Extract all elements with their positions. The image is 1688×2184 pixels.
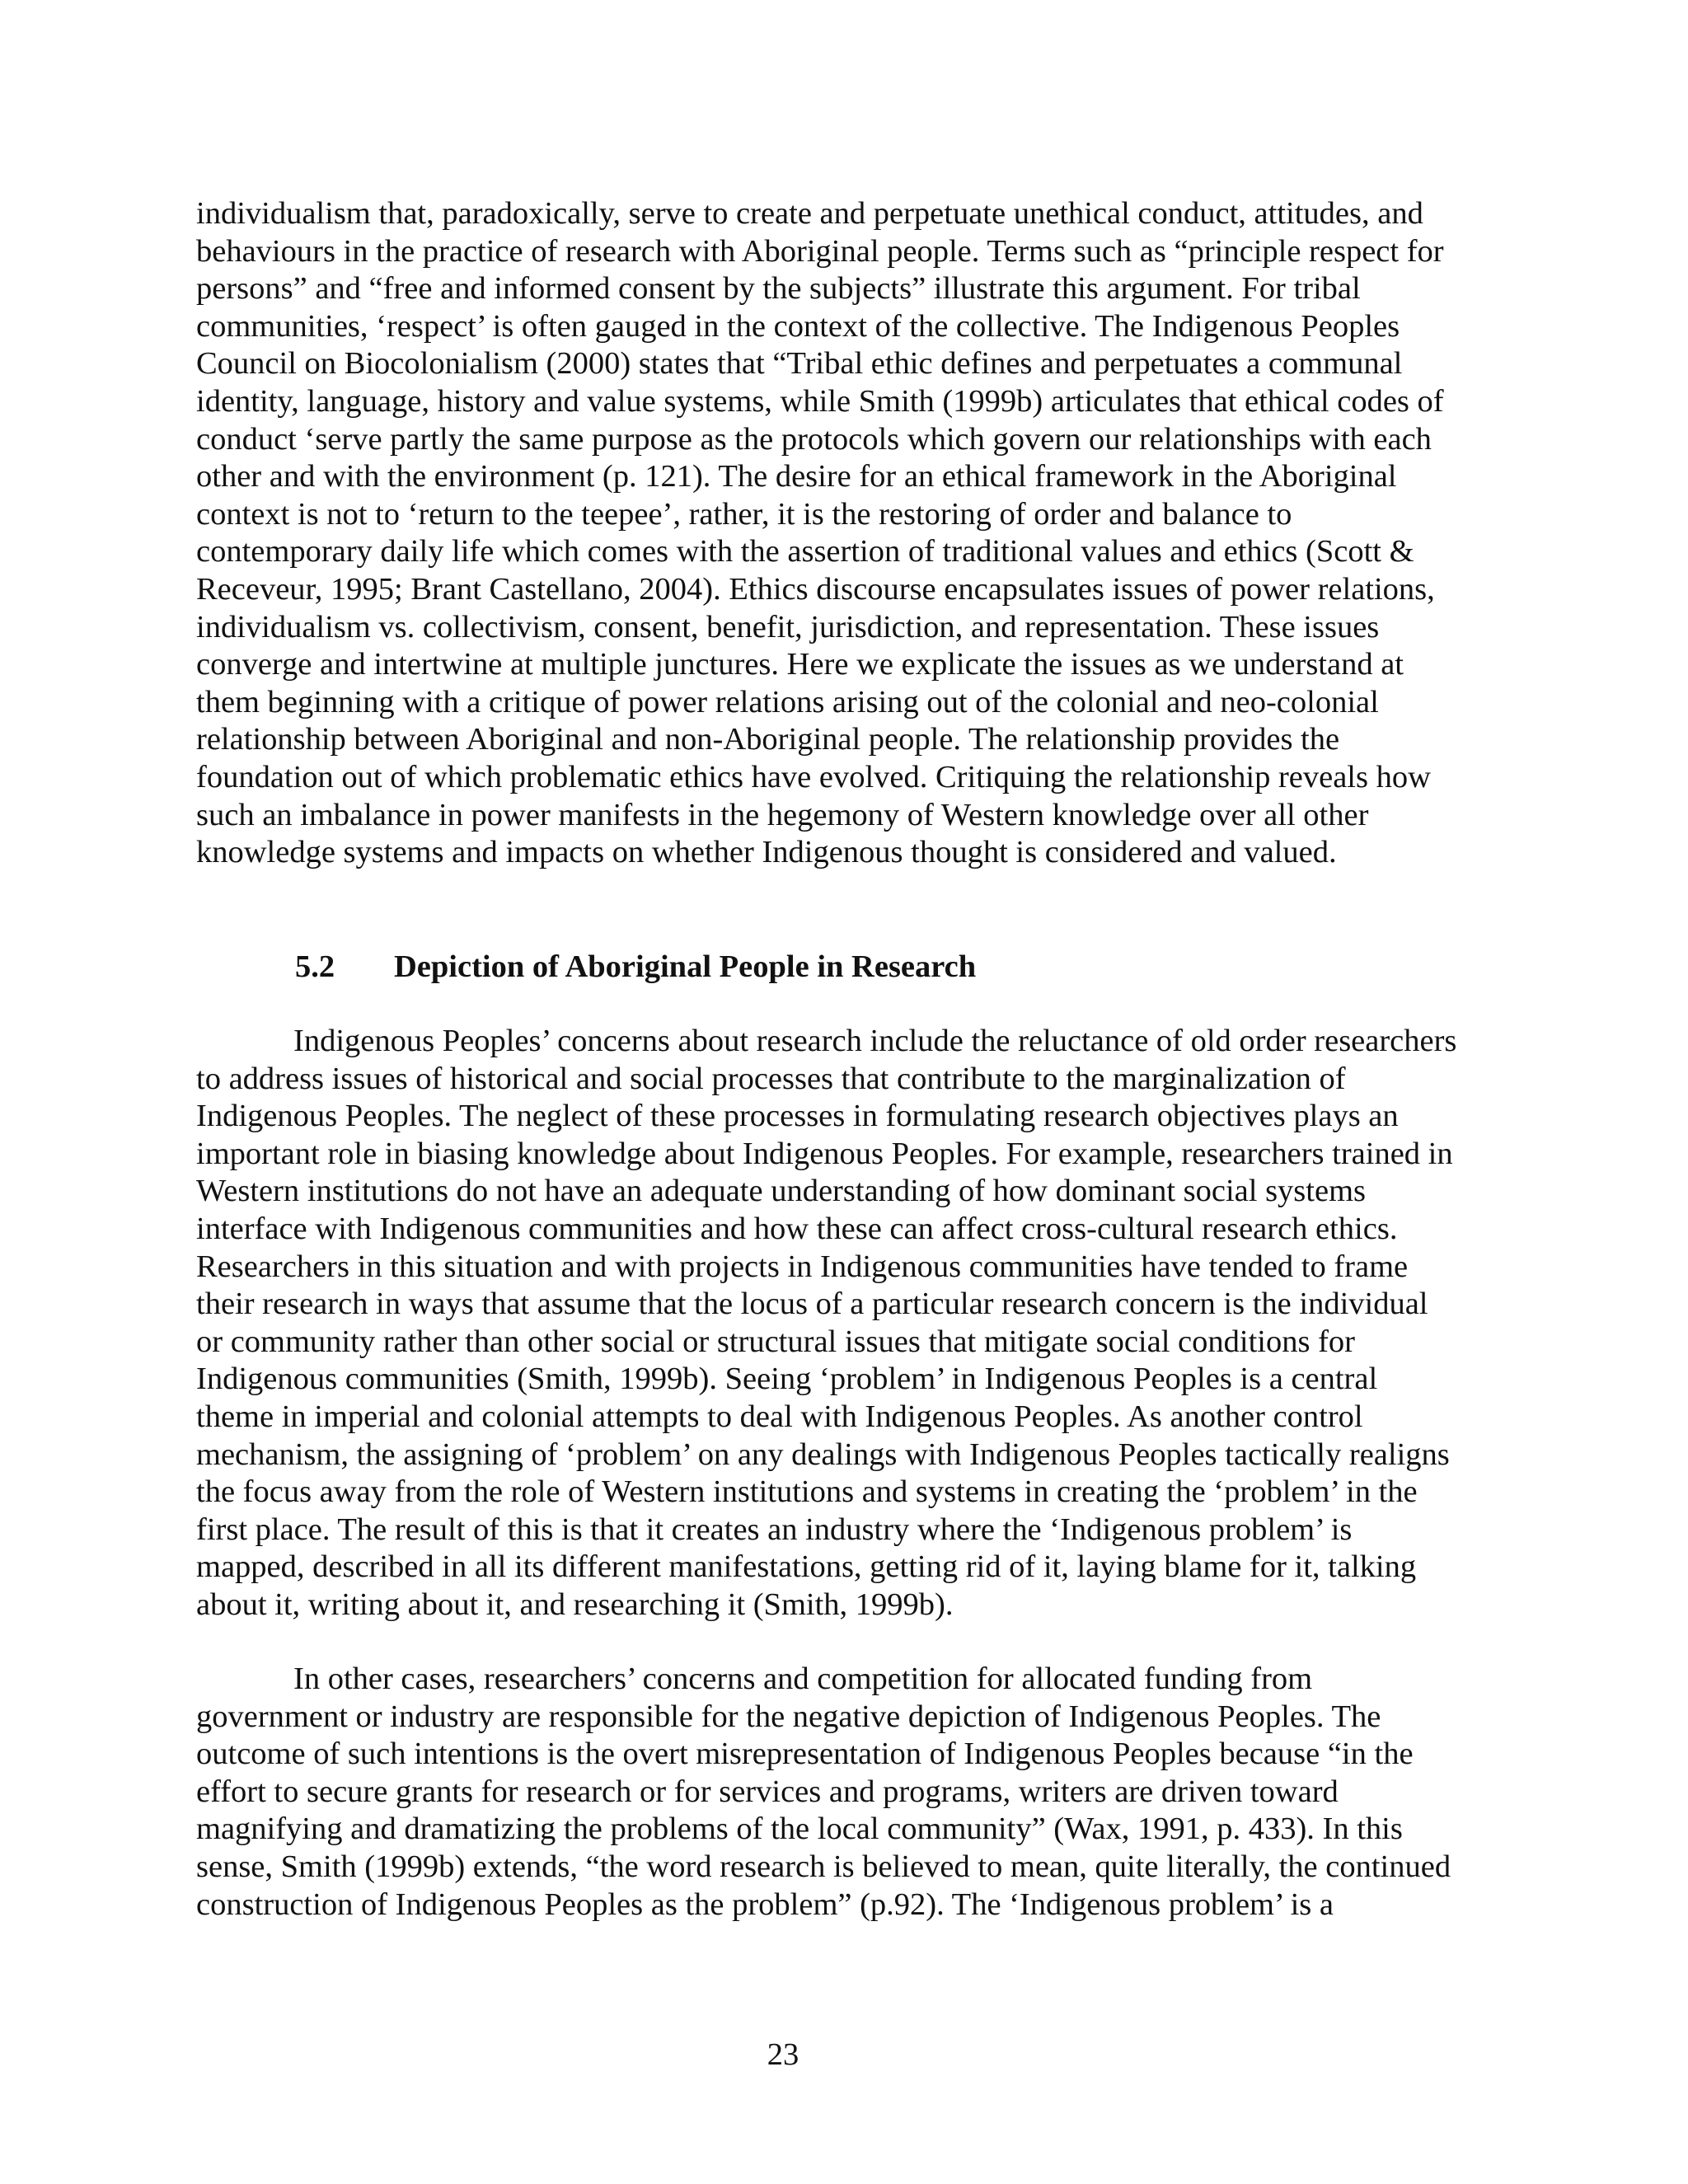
text-line: government or industry are responsible for the negative depiction of Indigenous Peoples. The	[196, 1699, 1381, 1734]
text-line: important role in biasing knowledge about Indigenous Peoples. For example, researchers trained in	[196, 1136, 1453, 1171]
text-line: theme in imperial and colonial attempts to deal with Indigenous Peoples. As another control	[196, 1399, 1363, 1434]
text-line: persons” and “free and informed consent by the subjects” illustrate this argument. For tribal	[196, 271, 1361, 307]
text-line: Indigenous communities (Smith, 1999b). Seeing ‘problem’ in Indigenous Peoples is a central	[196, 1361, 1378, 1397]
section-number: 5.2	[295, 949, 335, 984]
text-line: to address issues of historical and social processes that contribute to the marginalization of	[196, 1061, 1346, 1096]
text-line: construction of Indigenous Peoples as the problem” (p.92). The ‘Indigenous problem’ is a	[196, 1886, 1334, 1922]
text-line: individualism vs. collectivism, consent, benefit, jurisdiction, and representation. These issues	[196, 609, 1380, 644]
text-line: communities, ‘respect’ is often gauged in the context of the collective. The Indigenous Peoples	[196, 308, 1400, 344]
text-line: about it, writing about it, and researching it (Smith, 1999b).	[196, 1586, 954, 1622]
body-paragraph-3	[196, 1661, 1531, 1924]
text-line: interface with Indigenous communities and how these can affect cross-cultural research ethics.	[196, 1211, 1398, 1246]
page-number: 23	[767, 2037, 799, 2072]
text-line: magnifying and dramatizing the problems of the local community” (Wax, 1991, p. 433). In this	[196, 1811, 1403, 1847]
text-line: their research in ways that assume that the locus of a particular research concern is the individual	[196, 1286, 1428, 1322]
text-line: Western institutions do not have an adequate understanding of how dominant social systems	[196, 1174, 1366, 1209]
body-paragraph-2	[196, 1023, 1531, 1624]
text-line: conduct ‘serve partly the same purpose as the protocols which govern our relationships with each	[196, 421, 1432, 457]
text-line: sense, Smith (1999b) extends, “the word research is believed to mean, quite literally, the continued	[196, 1849, 1451, 1884]
text-line: outcome of such intentions is the overt misrepresentation of Indigenous Peoples because “in the	[196, 1736, 1414, 1772]
text-line: Council on Biocolonialism (2000) states that “Tribal ethic defines and perpetuates a communal	[196, 346, 1403, 382]
text-line: other and with the environment (p. 121). The desire for an ethical framework in the Aboriginal	[196, 459, 1397, 494]
text-line: behaviours in the practice of research with Aboriginal people. Terms such as “principle respect for	[196, 233, 1444, 269]
text-line: Researchers in this situation and with projects in Indigenous communities have tended to frame	[196, 1249, 1409, 1284]
text-line: Receveur, 1995; Brant Castellano, 2004). Ethics discourse encapsulates issues of power relations,	[196, 571, 1435, 607]
text-line: Indigenous Peoples. The neglect of these processes in formulating research objectives plays an	[196, 1099, 1399, 1134]
text-line: them beginning with a critique of power relations arising out of the colonial and neo-colonial	[196, 684, 1379, 719]
text-line: such an imbalance in power manifests in the hegemony of Western knowledge over all other	[196, 797, 1369, 832]
body-paragraph-1	[196, 195, 1531, 872]
text-line: individualism that, paradoxically, serve to create and perpetuate unethical conduct, attitudes, and	[196, 196, 1423, 231]
text-line: foundation out of which problematic ethics have evolved. Critiquing the relationship reveals how	[196, 759, 1431, 794]
text-line: first place. The result of this is that it creates an industry where the ‘Indigenous problem’ is	[196, 1511, 1353, 1547]
text-line: context is not to ‘return to the teepee’, rather, it is the restoring of order and balance to	[196, 496, 1292, 532]
text-line: or community rather than other social or structural issues that mitigate social conditions for	[196, 1324, 1355, 1359]
text-line: converge and intertwine at multiple junctures. Here we explicate the issues as we understand at	[196, 647, 1404, 682]
text-line: Indigenous Peoples’ concerns about research include the reluctance of old order researchers	[293, 1024, 1457, 1058]
text-line: In other cases, researchers’ concerns and competition for allocated funding from	[293, 1661, 1313, 1696]
text-line: knowledge systems and impacts on whether Indigenous thought is considered and valued.	[196, 835, 1337, 870]
text-line: mapped, described in all its different manifestations, getting rid of it, laying blame for it, talking	[196, 1549, 1417, 1585]
text-line: relationship between Aboriginal and non-Aboriginal people. The relationship provides the	[196, 722, 1340, 757]
section-title: Depiction of Aboriginal People in Research	[394, 949, 977, 984]
text-line: effort to secure grants for research or for services and programs, writers are driven toward	[196, 1774, 1339, 1809]
section-heading	[295, 948, 976, 986]
text-line: the focus away from the role of Western institutions and systems in creating the ‘problem’ in the	[196, 1474, 1418, 1510]
text-line: contemporary daily life which comes with the assertion of traditional values and ethics (Scott &	[196, 534, 1414, 569]
text-line: mechanism, the assigning of ‘problem’ on any dealings with Indigenous Peoples tactically realigns	[196, 1436, 1450, 1472]
text-line: identity, language, history and value systems, while Smith (1999b) articulates that ethical codes of	[196, 383, 1444, 419]
